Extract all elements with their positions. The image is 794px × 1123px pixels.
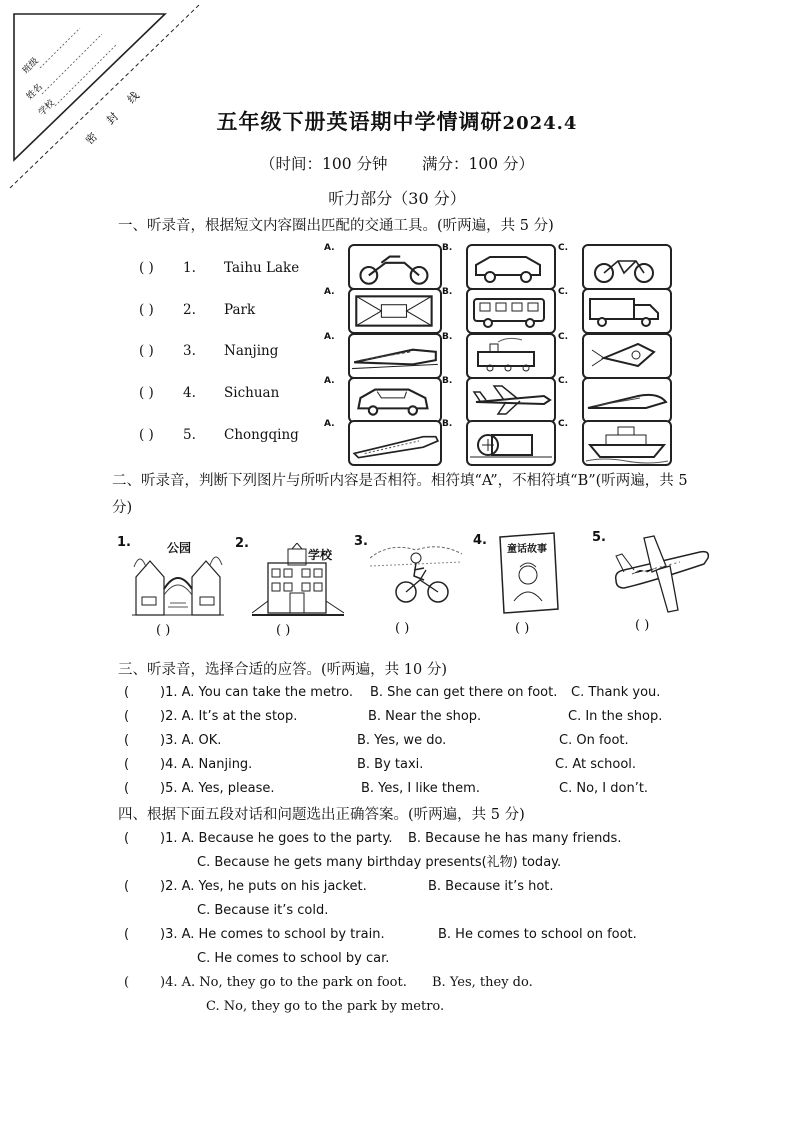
part2-answer-4[interactable]: ( ) [515,621,530,636]
part2-num-5: 5. [592,530,606,545]
plane-icon [468,379,554,421]
option-letter: B. [442,419,453,429]
question-number: 4. [183,385,196,401]
car-icon [468,246,554,288]
vehicle-option-box[interactable] [348,288,442,334]
answer-bracket[interactable]: ( [124,879,130,894]
part3-title: 三、听录音，选择合适的应答。(听两遍，共 10 分) [118,662,447,678]
part1-row [139,300,255,320]
vehicle-option-box[interactable] [466,333,556,379]
answer-bracket[interactable]: ( [124,685,130,700]
exam-title-text: 五年级下册英语期中学情调研 [216,109,503,134]
answer-bracket[interactable]: ( ) [139,343,154,359]
vehicle-option-box[interactable] [466,377,556,423]
part4-question-4-cont [0,997,794,1017]
bus-icon [468,290,554,332]
place-name: Chongqing [224,427,299,443]
part4-question-3 [0,925,794,945]
part2-answer-1[interactable]: ( ) [156,623,171,638]
part1-title: 一、听录音，根据短文内容圈出匹配的交通工具。(听两遍，共 5 分) [118,218,554,234]
vehicle-option-box[interactable] [348,244,442,290]
part1-row [139,383,279,403]
train-icon [350,335,440,377]
vehicle-option-box[interactable] [466,244,556,290]
option-b: B. Near the shop. [368,709,482,724]
answer-bracket[interactable]: ( [124,757,130,772]
option-c: C. No, I don’t. [559,781,649,796]
part3-question [0,731,794,751]
option-a: )2. A. Yes, he puts on his jacket. [160,879,367,894]
part2-answer-2[interactable]: ( ) [276,623,291,638]
question-number: 1. [183,260,196,276]
option-letter: C. [558,243,569,253]
place-name: Nanjing [224,343,279,359]
park-label: 公园 [167,541,192,555]
taxi-icon [350,379,440,421]
class-label: 班级 [21,56,41,77]
vehicle-option-box[interactable] [582,333,672,379]
vehicle-option-box[interactable] [348,333,442,379]
exam-subtitle: （时间：100 分钟 满分：100 分） [259,155,534,173]
metro-icon [350,290,440,332]
answer-bracket[interactable]: ( [124,927,130,942]
part4-question-2-cont [0,901,794,921]
bicycle-icon [584,246,670,288]
exam-year: 2024.4 [502,113,578,134]
place-name: Park [224,302,256,318]
part3-question [0,779,794,799]
locomotive-icon [468,422,554,464]
truck-icon [584,290,670,332]
part2-num-2: 2. [235,536,249,551]
part2-answer-3[interactable]: ( ) [395,621,410,636]
vehicle-option-box[interactable] [466,288,556,334]
option-letter: A. [324,287,335,297]
option-b: B. By taxi. [357,757,424,772]
bullet-train-icon [350,422,440,464]
part1-row [139,425,299,445]
part2-num-3: 3. [354,534,368,549]
vehicle-option-box[interactable] [466,420,556,466]
option-c: C. On foot. [559,733,629,748]
option-letter: A. [324,332,335,342]
question-number: 5. [183,427,196,443]
part2-title: 二、听录音，判断下列图片与所听内容是否相符。相符填“A”，不相符填“B”(听两遍，共 5 分) [112,473,688,516]
seal-word-2: 封 [103,110,121,128]
vehicle-option-box[interactable] [582,377,672,423]
question-number: 2. [183,302,196,318]
option-c: C. At school. [555,757,637,772]
part3-question [0,755,794,775]
listening-section-title: 听力部分（30 分） [328,189,466,208]
option-letter: A. [324,376,335,386]
option-b: B. Yes, we do. [357,733,447,748]
part4-question-1-cont [0,853,794,873]
part4-question-1 [0,829,794,849]
steam-train-icon [468,335,554,377]
ship-icon [584,422,670,464]
vehicle-option-box[interactable] [582,288,672,334]
story-book-label: 童话故事 [507,544,547,555]
option-letter: C. [558,419,569,429]
option-letter: A. [324,243,335,253]
option-c: C. In the shop. [568,709,663,724]
answer-bracket[interactable]: ( [124,733,130,748]
vehicle-option-box[interactable] [348,377,442,423]
answer-bracket[interactable]: ( ) [139,385,154,401]
vehicle-option-box[interactable] [582,420,672,466]
option-letter: B. [442,243,453,253]
option-b: B. He comes to school on foot. [438,927,637,942]
part4-question-2 [0,877,794,897]
answer-bracket[interactable]: ( [124,831,130,846]
option-a: )4. A. Nanjing. [160,757,253,772]
option-letter: B. [442,287,453,297]
option-c: C. Because he gets many birthday presents(礼物) today. [197,855,562,870]
airplane-picture [610,530,710,614]
part4-question-4 [0,973,794,993]
option-c: C. No, they go to the park by metro. [206,999,445,1014]
answer-bracket[interactable]: ( ) [139,260,154,276]
option-a: )5. A. Yes, please. [160,781,275,796]
seal-word-3: 线 [124,89,142,107]
part3-question [0,683,794,703]
part1-row [139,341,278,361]
name-label: 姓名 [25,82,45,103]
option-letter: B. [442,332,453,342]
part2-num-1: 1. [117,535,131,550]
question-number: 3. [183,343,196,359]
option-letter: C. [558,287,569,297]
option-a: )1. A. You can take the metro. [160,685,353,700]
motorcycle-icon [350,246,440,288]
exam-title [0,106,794,136]
part1-row [139,258,299,278]
part2-answer-5[interactable]: ( ) [635,618,650,633]
option-b: B. Because it’s hot. [428,879,554,894]
part2-num-4: 4. [473,533,487,548]
school-label: 学校 [308,548,333,562]
answer-bracket[interactable]: ( [124,709,130,724]
answer-bracket[interactable]: ( [124,781,130,796]
option-c: C. Thank you. [571,685,661,700]
answer-bracket[interactable]: ( ) [139,427,154,443]
part4-question-3-cont [0,949,794,969]
option-c: C. Because it’s cold. [197,903,329,918]
option-b: B. Yes, they do. [432,975,533,990]
option-letter: C. [558,332,569,342]
option-letter: B. [442,376,453,386]
option-a: )1. A. Because he goes to the party. [160,831,393,846]
option-a: )3. A. He comes to school by train. [160,927,385,942]
part3-question [0,707,794,727]
option-a: )3. A. OK. [160,733,222,748]
vehicle-option-box[interactable] [348,420,442,466]
option-b: B. Yes, I like them. [361,781,480,796]
answer-bracket[interactable]: ( ) [139,302,154,318]
place-name: Taihu Lake [224,260,300,276]
option-b: B. She can get there on foot. [370,685,558,700]
option-letter: C. [558,376,569,386]
option-b: B. Because he has many friends. [408,831,622,846]
seal-word-1: 密 [82,130,100,148]
spaceship-icon [584,335,670,377]
option-c: C. He comes to school by car. [197,951,390,966]
option-a: )2. A. It’s at the stop. [160,709,298,724]
option-a: )4. A. No, they go to the park on foot. [160,975,407,990]
option-letter: A. [324,419,335,429]
school-label: 学校 [37,98,57,119]
place-name: Sichuan [224,385,280,401]
vehicle-option-box[interactable] [582,244,672,290]
answer-bracket[interactable]: ( [124,975,130,990]
part4-title: 四、根据下面五段对话和问题选出正确答案。(听两遍，共 5 分) [118,807,525,823]
cyclist-picture [370,540,462,606]
high-speed-train-icon [584,379,670,421]
